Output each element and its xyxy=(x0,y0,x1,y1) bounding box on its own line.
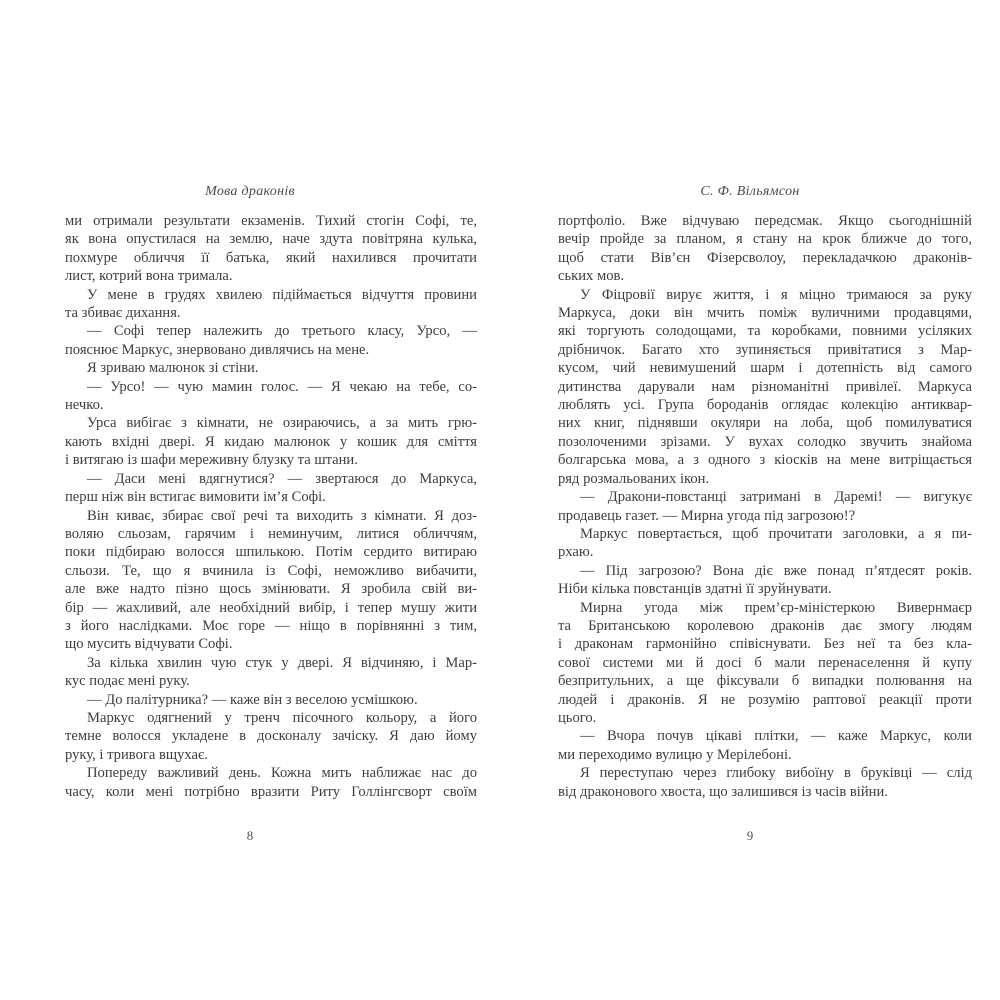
right-page xyxy=(500,183,1000,883)
text-line: похмуре обличчя її батька, який нахилився прочитати xyxy=(65,249,477,266)
text-line: від драконового хвоста, що залишився із часів війни. xyxy=(558,783,888,800)
text-line: воляю сльозам, гарячим і неминучим, литися обличчям, xyxy=(65,525,477,542)
text-line: позолоченими зрізами. У вухах солодко звучить знайома xyxy=(558,433,972,450)
text-line: поки підбираю волосся шпилькою. Потім сердито витираю xyxy=(65,544,477,561)
text-line: ми отримали результати екзаменів. Тихий стогін Софі, те, xyxy=(65,213,477,229)
text-line: ми переходимо вулицю у Мерілебоні. xyxy=(558,746,792,763)
text-line: безпритульних, а ще фіксували б випадки полювання на xyxy=(558,673,972,690)
text-line: Попереду важливий день. Кожна мить наближає нас до xyxy=(87,765,477,782)
text-line: та збиває дихання. xyxy=(65,305,181,322)
text-line: У Фіцровії вирує життя, і я міцно тримаюся за руку xyxy=(580,286,972,303)
text-line: Маркус одягнений у тренч пісочного кольору, а його xyxy=(87,709,477,726)
text-line: — Вчора почув цікаві плітки, — каже Маркус, коли xyxy=(580,728,972,745)
text-line: — Софі тепер належить до третього класу, Урсо, — xyxy=(87,323,477,340)
text-line: як вона опустилася на землю, наче здута повітряна кулька, xyxy=(65,231,477,248)
text-line: з його наслідками. Моє горе — ніщо в порівнянні з тим, xyxy=(65,617,477,634)
text-line: Він киває, збирає свої речі та виходить з кімнати. Я доз- xyxy=(87,507,477,524)
text-line: дрібничок. Багато хто зупиняється привітатися з Мар- xyxy=(558,341,972,358)
text-line: ряд розмальованих ікон. xyxy=(558,470,710,487)
text-line: — До палітурника? — каже він з веселою усмішкою. xyxy=(87,691,418,708)
text-line: них книг, піднявши окуляри на лоба, щоб помилуватися xyxy=(558,415,972,432)
text-line: сової системи ми й досі б мали перенаселення й купу xyxy=(558,654,972,671)
text-line: Маркуса, доки він мчить поміж вуличними продавцями, xyxy=(558,305,972,322)
text-line: темне волосся укладене в досконалу зачіску. Я даю йому xyxy=(65,728,477,745)
text-line: портфоліо. Вже відчуваю передсмак. Якщо сьогоднішній xyxy=(558,213,972,229)
text-line: що мусить відчувати Софі. xyxy=(65,636,233,653)
left-page xyxy=(0,183,500,883)
text-line: рхаю. xyxy=(558,544,594,561)
text-line: цього. xyxy=(558,709,597,726)
text-line: У мене в грудях хвилею підіймається відчуття провини xyxy=(87,286,477,303)
text-line: і витягаю із шафи мереживну блузку та штани. xyxy=(65,452,358,469)
text-line: — Даси мені вдягнутися? — звертаюся до Маркуса, xyxy=(87,470,477,487)
page-number: 8 xyxy=(246,828,254,843)
text-line: нечко. xyxy=(65,397,104,414)
text-line: кусом, чий невимушений шарм і дотепність від самого xyxy=(558,360,972,377)
text-line: лист, котрий вона тримала. xyxy=(65,268,233,285)
text-line: людей і драконів. Я не розумію раптової реакції проти xyxy=(558,691,972,708)
text-line: сльози. Те, що я вчинила із Софі, неможливо вибачити, xyxy=(65,562,477,579)
page-body xyxy=(65,212,477,801)
text-line: кус подає мені руку. xyxy=(65,673,190,690)
text-line: бір — жахливий, але необхідний вибір, і тепер мушу жити xyxy=(65,599,477,616)
text-line: — Урсо! — чую мамин голос. — Я чекаю на тебе, со- xyxy=(87,378,477,395)
running-header-author-name: С. Ф. Вільямсон xyxy=(700,184,800,199)
text-line: люблять усі. Група бороданів оглядає колекцію антиквар- xyxy=(558,397,972,414)
page-body xyxy=(558,212,972,801)
text-line: але вже надто пізно щось змінювати. Я зробила свій ви- xyxy=(65,581,477,598)
text-line: ських мов. xyxy=(558,268,625,285)
text-line: — Під загрозою? Вона діє вже понад п’ятдесят років. xyxy=(580,562,972,579)
text-line: продавець газет. — Мирна угода під загрозою!? xyxy=(558,507,856,524)
text-line: і драконам гармонійно співіснувати. Без неї та без кла- xyxy=(558,636,972,653)
text-line: дитинства дарували нам різноманітні привілеї. Маркуса xyxy=(558,378,972,395)
text-line: кають вхідні двері. Я кидаю малюнок у кошик для сміття xyxy=(65,433,477,450)
text-line: — Дракони-повстанці затримані в Даремі! — вигукує xyxy=(580,489,972,506)
text-line: які торгують солодощами, та коробками, повними усіляких xyxy=(558,323,972,340)
text-line: За кілька хвилин чую стук у двері. Я відчиняю, і Мар- xyxy=(87,654,477,671)
text-line: болгарська мова, а з одного з кіосків на мене витріщається xyxy=(558,452,972,469)
page-number: 9 xyxy=(746,828,754,843)
text-line: та Британською королевою драконів дає змогу людям xyxy=(558,617,972,634)
text-line: Я зриваю малюнок зі стіни. xyxy=(87,360,259,377)
text-line: Маркус повертається, щоб прочитати заголовки, а я пи- xyxy=(580,525,972,542)
text-line: пояснює Маркус, знервовано дивлячись на мене. xyxy=(65,341,370,358)
running-header-book-title: Мова драконів xyxy=(205,184,295,199)
text-line: руку, і тривога вщухає. xyxy=(65,746,208,763)
text-line: Мирна угода між прем’єр-міністеркою Вивернмаєр xyxy=(580,599,972,616)
text-line: Урса вибігає з кімнати, не озираючись, а за мить грю- xyxy=(87,415,477,432)
text-line: щоб стати Вів’єн Фізерсволоу, перекладачкою драконів- xyxy=(558,249,972,266)
text-line: вечір пройде за планом, я стану на крок ближче до того, xyxy=(558,231,972,248)
text-line: Я переступаю через глибоку вибоїну в бруківці — слід xyxy=(580,765,972,782)
text-line: перш ніж він встигає вимовити ім’я Софі. xyxy=(65,489,326,506)
text-line: Ніби кілька повстанців здатні її зруйнувати. xyxy=(558,581,832,598)
text-line: часу, коли мені потрібно вразити Риту Голлінгсворт своїм xyxy=(65,783,477,800)
